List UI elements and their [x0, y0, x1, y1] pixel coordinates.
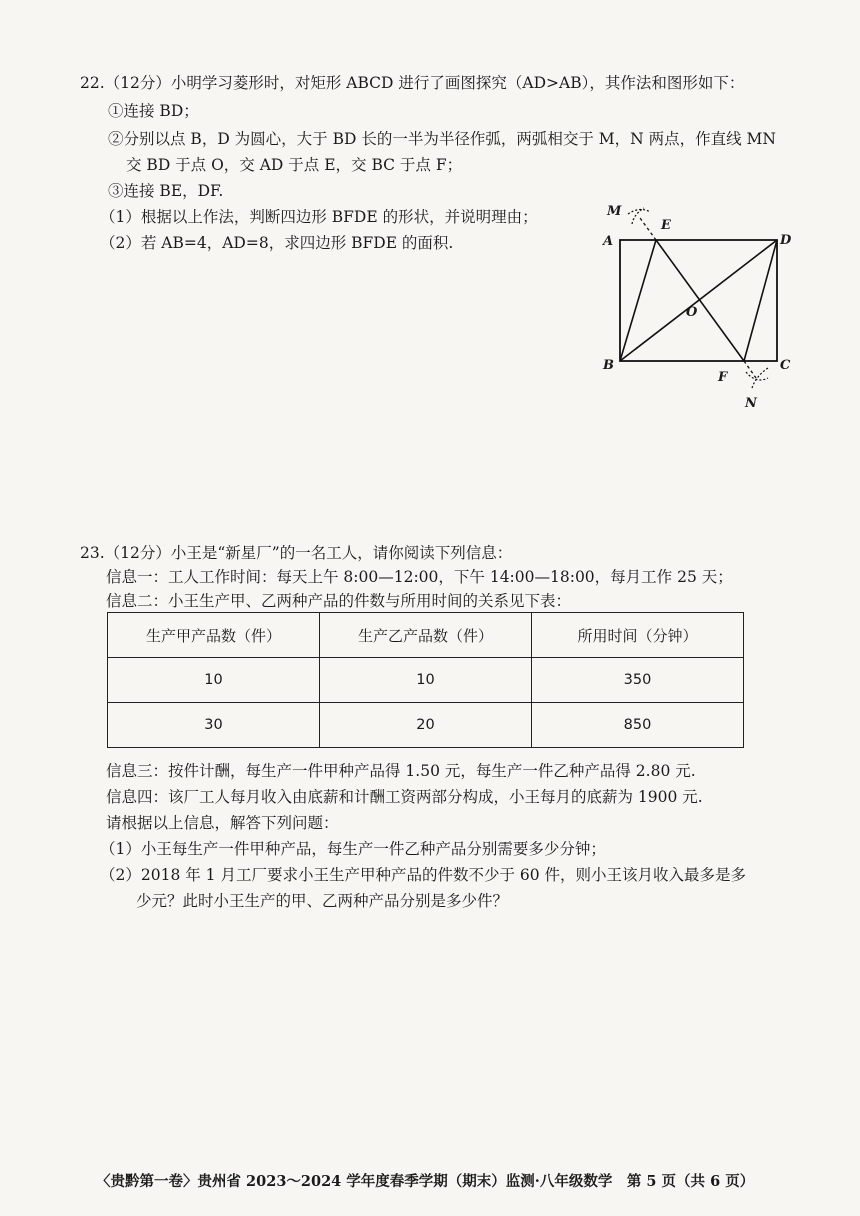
label-c: C — [780, 358, 791, 373]
label-f: F — [718, 370, 728, 385]
table-row — [108, 703, 744, 748]
label-b: B — [603, 358, 614, 373]
q22-step2a: ②分别以点 B，D 为圆心，大于 BD 长的一半为半径作弧，两弧相交于 M，N 两点，作直线 MN — [108, 130, 776, 148]
table-cell: 850 — [532, 703, 744, 748]
q23-prompt: 请根据以上信息，解答下列问题： — [106, 814, 339, 832]
q23-info3: 信息三：按件计酬，每生产一件甲种产品得 1.50 元，每生产一件乙种产品得 2.80 元. — [106, 762, 696, 780]
table-header-cell: 生产甲产品数（件） — [108, 613, 320, 658]
table-header-cell: 所用时间（分钟） — [532, 613, 744, 658]
table-cell: 30 — [108, 703, 320, 748]
label-e: E — [661, 218, 671, 233]
segment-df — [744, 240, 777, 361]
geometry-figure — [598, 196, 798, 414]
q22-step3: ③连接 BE，DF. — [108, 182, 224, 200]
arc-mark-n2 — [752, 368, 768, 388]
q23-header: 23.（12分）小王是“新星厂”的一名工人，请你阅读下列信息： — [80, 544, 513, 562]
q23-part1: （1）小王每生产一件甲种产品，每生产一件乙种产品分别需要多少分钟； — [100, 840, 606, 858]
q23-part2b: 少元？此时小王生产的甲、乙两种产品分别是多少件？ — [136, 892, 509, 910]
production-table — [107, 612, 744, 748]
table-cell: 20 — [320, 703, 532, 748]
table-header-row — [108, 613, 744, 658]
page-footer: 〈贵黔第一卷〉贵州省 2023～2024 学年度春季学期（期末）监测·八年级数学 第 5 页（共 6 页） — [96, 1173, 755, 1190]
table-row — [108, 658, 744, 703]
segment-be — [620, 240, 656, 361]
label-n: N — [745, 396, 757, 411]
label-d: D — [780, 233, 792, 248]
q22-part1: （1）根据以上作法，判断四边形 BFDE 的形状，并说明理由； — [100, 208, 538, 226]
arc-mark-m1 — [628, 209, 650, 214]
segment-ef — [656, 240, 744, 361]
q22-part2: （2）若 AB=4，AD=8，求四边形 BFDE 的面积. — [100, 234, 454, 252]
q23-part2a: （2）2018 年 1 月工厂要求小王生产甲种产品的件数不少于 60 件，则小王该月收入最多是多 — [100, 866, 747, 884]
q22-header: 22.（12分）小明学习菱形时，对矩形 ABCD 进行了画图探究（AD>AB），其作法和图形如下： — [80, 74, 745, 92]
table-header-cell: 生产乙产品数（件） — [320, 613, 532, 658]
label-a: A — [603, 234, 614, 249]
q23-info1: 信息一：工人工作时间：每天上午 8:00—12:00，下午 14:00—18:00，每月工作 25 天； — [106, 568, 733, 586]
q22-step1: ①连接 BD； — [108, 102, 199, 120]
table-cell: 350 — [532, 658, 744, 703]
extension-to-m — [640, 218, 656, 240]
q22-step2b: 交 BD 于点 O，交 AD 于点 E，交 BC 于点 F； — [126, 156, 463, 174]
q23-info4: 信息四：该厂工人每月收入由底薪和计酬工资两部分构成，小王每月的底薪为 1900 元. — [106, 788, 703, 806]
table-cell: 10 — [320, 658, 532, 703]
label-o: O — [686, 305, 698, 320]
arc-mark-m2 — [632, 208, 644, 224]
arc-mark-n1 — [746, 372, 768, 380]
label-m: M — [607, 204, 622, 219]
q23-info2: 信息二：小王生产甲、乙两种产品的件数与所用时间的关系见下表： — [106, 592, 572, 610]
table-cell: 10 — [108, 658, 320, 703]
segment-bd — [620, 240, 777, 361]
